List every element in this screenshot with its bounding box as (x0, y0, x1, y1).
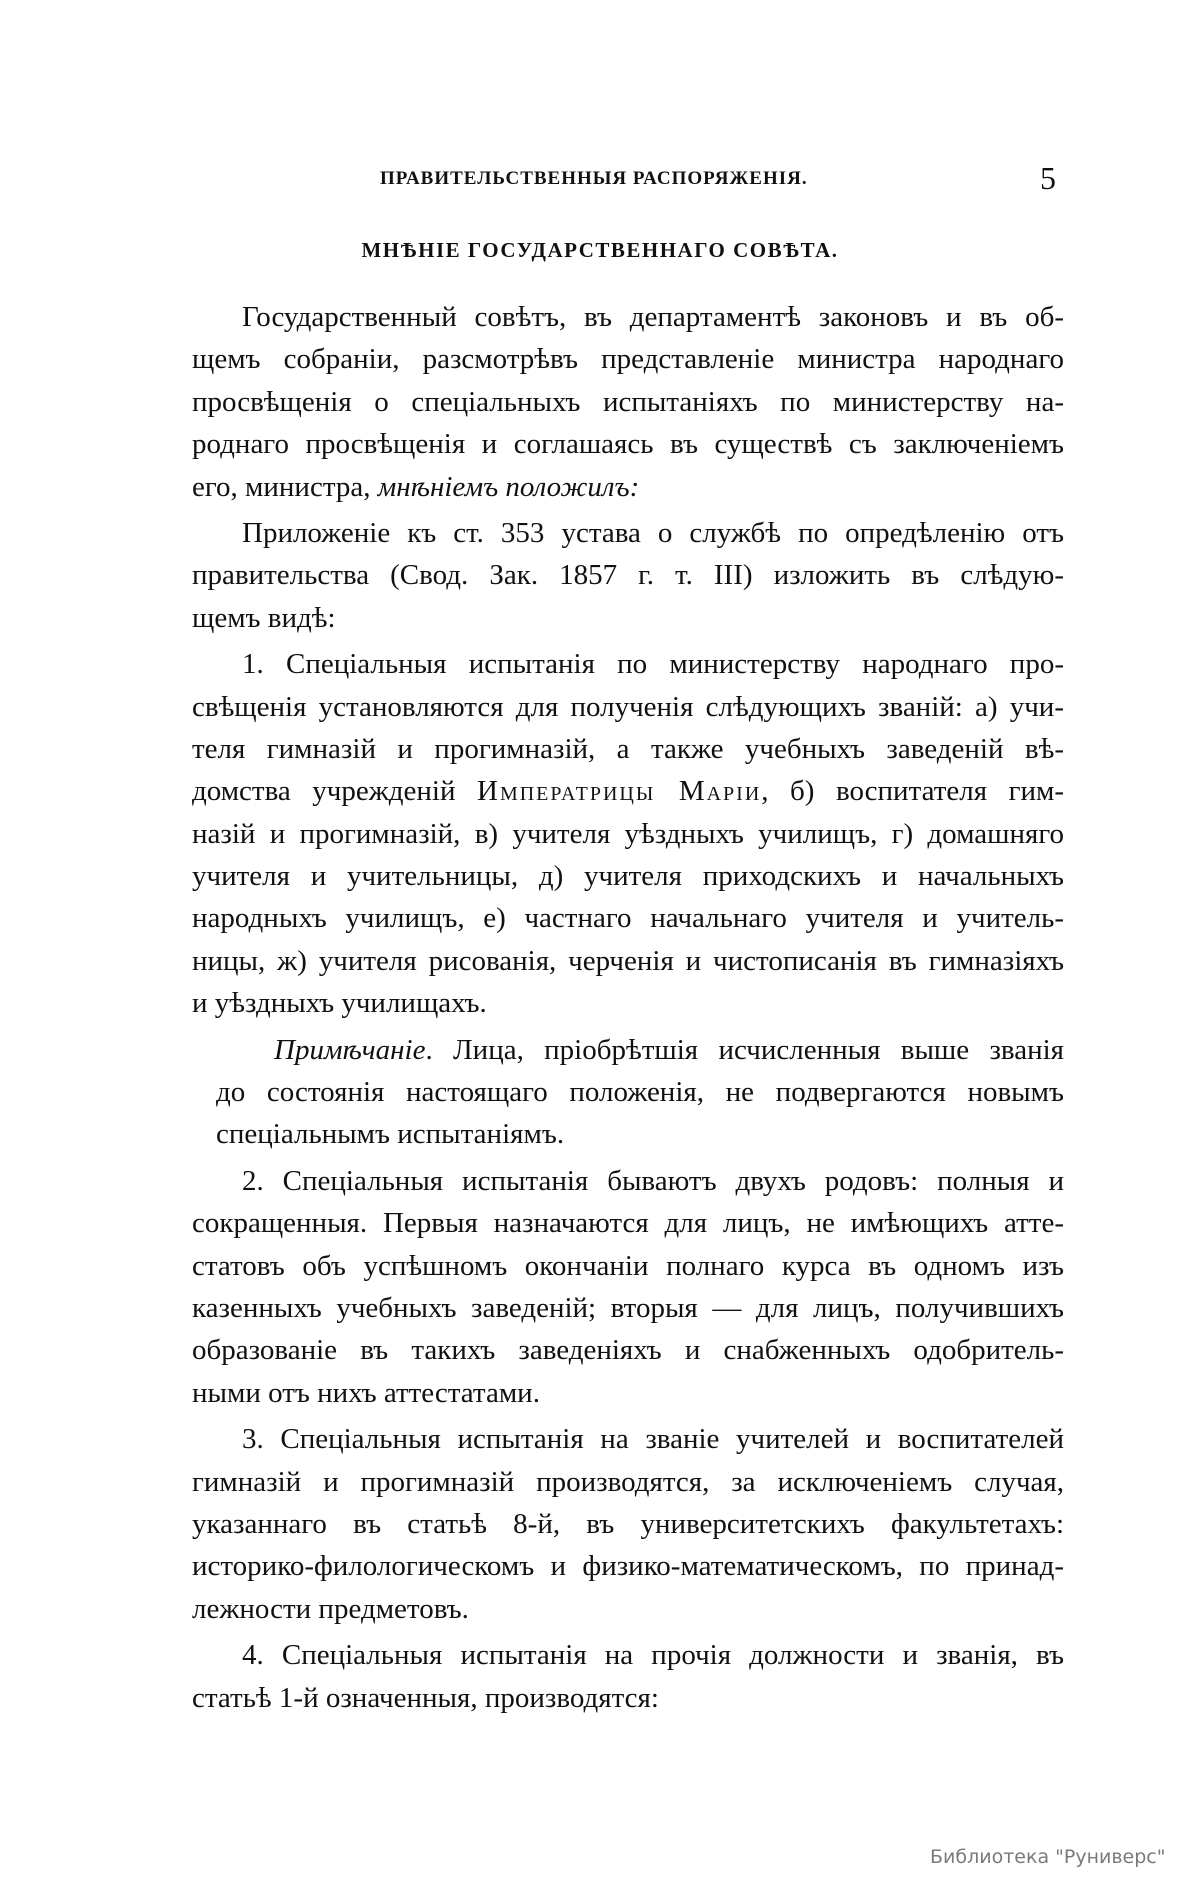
note-paragraph (192, 1029, 1064, 1156)
text-line: статовъ объ успѣшномъ окончаніи полнаго курса въ одномъ изъ (192, 1249, 1064, 1282)
text-line: правительства (Свод. Зак. 1857 г. т. III) изложить въ слѣдую- (192, 559, 1064, 592)
small-caps-text: Императрицы Маріи (477, 775, 762, 808)
text-line (216, 1029, 1064, 1071)
page-body (192, 296, 1064, 1723)
paragraph (192, 643, 1064, 1025)
paragraph (192, 512, 1064, 639)
italic-text: мнѣніемъ положилъ: (377, 470, 640, 503)
paragraph (192, 1634, 1064, 1719)
text-segment: его, министра, (192, 470, 378, 503)
text-line (192, 466, 1064, 508)
text-line: свѣщенія установляются для полученія слѣдующихъ званій: а) учи- (192, 690, 1064, 723)
text-line: 1. Спеціальныя испытанія по министерству народнаго про- (242, 648, 1064, 681)
text-line: Государственный совѣтъ, въ департаментѣ законовъ и въ об- (242, 301, 1064, 333)
text-segment: домства учрежденій (192, 775, 478, 808)
text-line: лежности предметовъ. (192, 1592, 469, 1625)
text-segment: . Лица, пріобрѣтшія исчисленныя выше званія (425, 1033, 1064, 1066)
paragraph (192, 1418, 1064, 1630)
text-line: щемъ собраніи, разсмотрѣвъ представленіе министра народнаго (192, 343, 1064, 376)
italic-text: Примѣчаніе (274, 1033, 426, 1066)
text-line: Приложеніе къ ст. 353 устава о службѣ по опредѣленію отъ (242, 516, 1064, 549)
text-line: назій и прогимназій, в) учителя уѣздныхъ училищъ, г) домашняго (192, 817, 1064, 850)
text-line: ными отъ нихъ аттестатами. (192, 1376, 540, 1409)
page-number: 5 (1040, 160, 1056, 196)
text-line: и уѣздныхъ училищахъ. (192, 987, 487, 1020)
text-line: историко-филологическомъ и физико-математическомъ, по принад- (192, 1550, 1064, 1583)
text-line: роднаго просвѣщенія и соглашаясь въ существѣ съ заключеніемъ (192, 428, 1064, 461)
text-line: щемъ видѣ: (192, 601, 336, 634)
text-segment: , б) воспитателя гим- (761, 775, 1065, 808)
text-line: теля гимназій и прогимназій, а также учебныхъ заведеній вѣ- (192, 732, 1064, 765)
text-line: 2. Спеціальныя испытанія бываютъ двухъ родовъ: полныя и (242, 1164, 1064, 1197)
library-watermark: Библиотека "Руниверс" (930, 1846, 1166, 1868)
text-line: до состоянія настоящаго положенія, не подвергаются новымъ (216, 1076, 1064, 1109)
text-line: просвѣщенія о спеціальныхъ испытаніяхъ по министерству на- (192, 385, 1064, 418)
text-line (192, 770, 1064, 812)
paragraph (192, 296, 1064, 508)
text-line: 3. Спеціальныя испытанія на званіе учителей и воспитателей (242, 1423, 1064, 1456)
text-line: 4. Спеціальныя испытанія на прочія должности и званія, въ (242, 1639, 1064, 1672)
text-line: ницы, ж) учителя рисованія, черченія и чистописанія въ гимназіяхъ (192, 944, 1064, 977)
text-line: указаннаго въ статьѣ 8-й, въ университетскихъ факультетахъ: (192, 1507, 1064, 1540)
running-head: ПРАВИТЕЛЬСТВЕННЫЯ РАСПОРЯЖЕНІЯ. (380, 168, 808, 189)
text-line: народныхъ училищъ, е) частнаго начальнаго учителя и учитель- (192, 902, 1064, 935)
section-title: МНѢНІЕ ГОСУДАРСТВЕННАГО СОВѢТА. (361, 238, 839, 262)
text-line: образованіе въ такихъ заведеніяхъ и снабженныхъ одобритель- (192, 1334, 1064, 1367)
text-line: учителя и учительницы, д) учителя приходскихъ и начальныхъ (192, 860, 1064, 893)
text-line: гимназій и прогимназій производятся, за исключеніемъ случая, (192, 1465, 1064, 1498)
text-line: статьѣ 1-й означенныя, производятся: (192, 1681, 659, 1714)
text-line: спеціальнымъ испытаніямъ. (216, 1118, 565, 1151)
text-line: казенныхъ учебныхъ заведеній; вторыя — для лицъ, получившихъ (192, 1291, 1064, 1324)
text-line: сокращенныя. Первыя назначаются для лицъ, не имѣющихъ атте- (192, 1207, 1064, 1240)
paragraph (192, 1160, 1064, 1414)
